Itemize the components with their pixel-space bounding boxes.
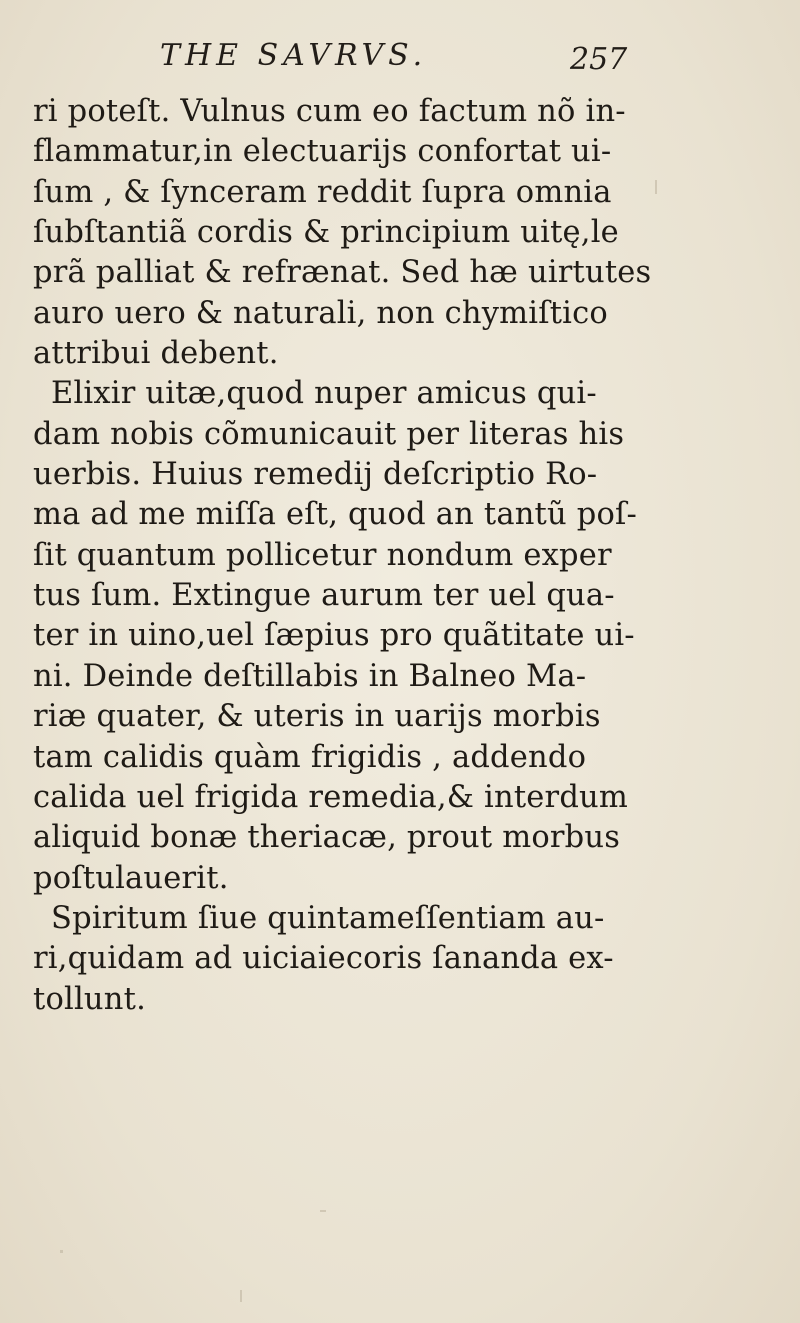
paper-speck [655, 180, 657, 194]
paragraph-start-line: Elixir uitæ,quod nuper amicus qui- [51, 376, 597, 412]
paper-speck [240, 1290, 242, 1302]
paper-speck [320, 1210, 326, 1212]
paper-speck [60, 1250, 63, 1253]
text-line: riæ quater, & uteris in uarijs morbis [33, 699, 601, 735]
page-header [0, 38, 800, 88]
text-line: aliquid bonæ theriacæ, prout morbus [33, 820, 621, 856]
running-head: THE SAVRVS. [160, 38, 428, 73]
text-line: tollunt. [33, 981, 146, 1017]
text-line: ſubſtantiã cordis & principium uitę,le [33, 215, 619, 251]
paragraph-start-line: Spiritum ſiue quintameſſentiam au- [51, 900, 605, 936]
text-line: ma ad me miſſa eſt, quod an tantũ poſ- [33, 497, 638, 533]
text-line: ri,quidam ad uiciaiecoris ſananda ex- [33, 941, 614, 977]
text-line: ſit quantum pollicetur nondum exper [33, 537, 612, 573]
text-line: uerbis. Huius remedij deſcriptio Ro- [33, 457, 598, 493]
text-line: flammatur,in electuarijs confortat ui- [33, 134, 612, 170]
text-line: ſum , & ſynceram reddit ſupra omnia [33, 174, 612, 210]
text-line: ni. Deinde deſtillabis in Balneo Ma- [33, 658, 587, 694]
text-line: poſtulauerit. [33, 860, 229, 896]
text-line: dam nobis cõmunicauit per literas his [33, 416, 625, 452]
text-line: tam calidis quàm frigidis , addendo [33, 739, 587, 775]
text-line: auro uero & naturali, non chymiſtico [33, 295, 608, 331]
text-line: prã palliat & refrænat. Sed hæ uirtutes [33, 255, 652, 291]
page-number: 257 [570, 42, 628, 77]
text-line: ter in uino,uel ſæpius pro quãtitate ui- [33, 618, 635, 654]
text-line: attribui debent. [33, 336, 279, 372]
text-line: ri poteſt. Vulnus cum eo factum nõ in- [33, 94, 626, 129]
body-text [33, 92, 773, 1020]
text-line: tus ſum. Extingue aurum ter uel qua- [33, 578, 615, 614]
text-line: calida uel frigida remedia,& interdum [33, 779, 629, 815]
